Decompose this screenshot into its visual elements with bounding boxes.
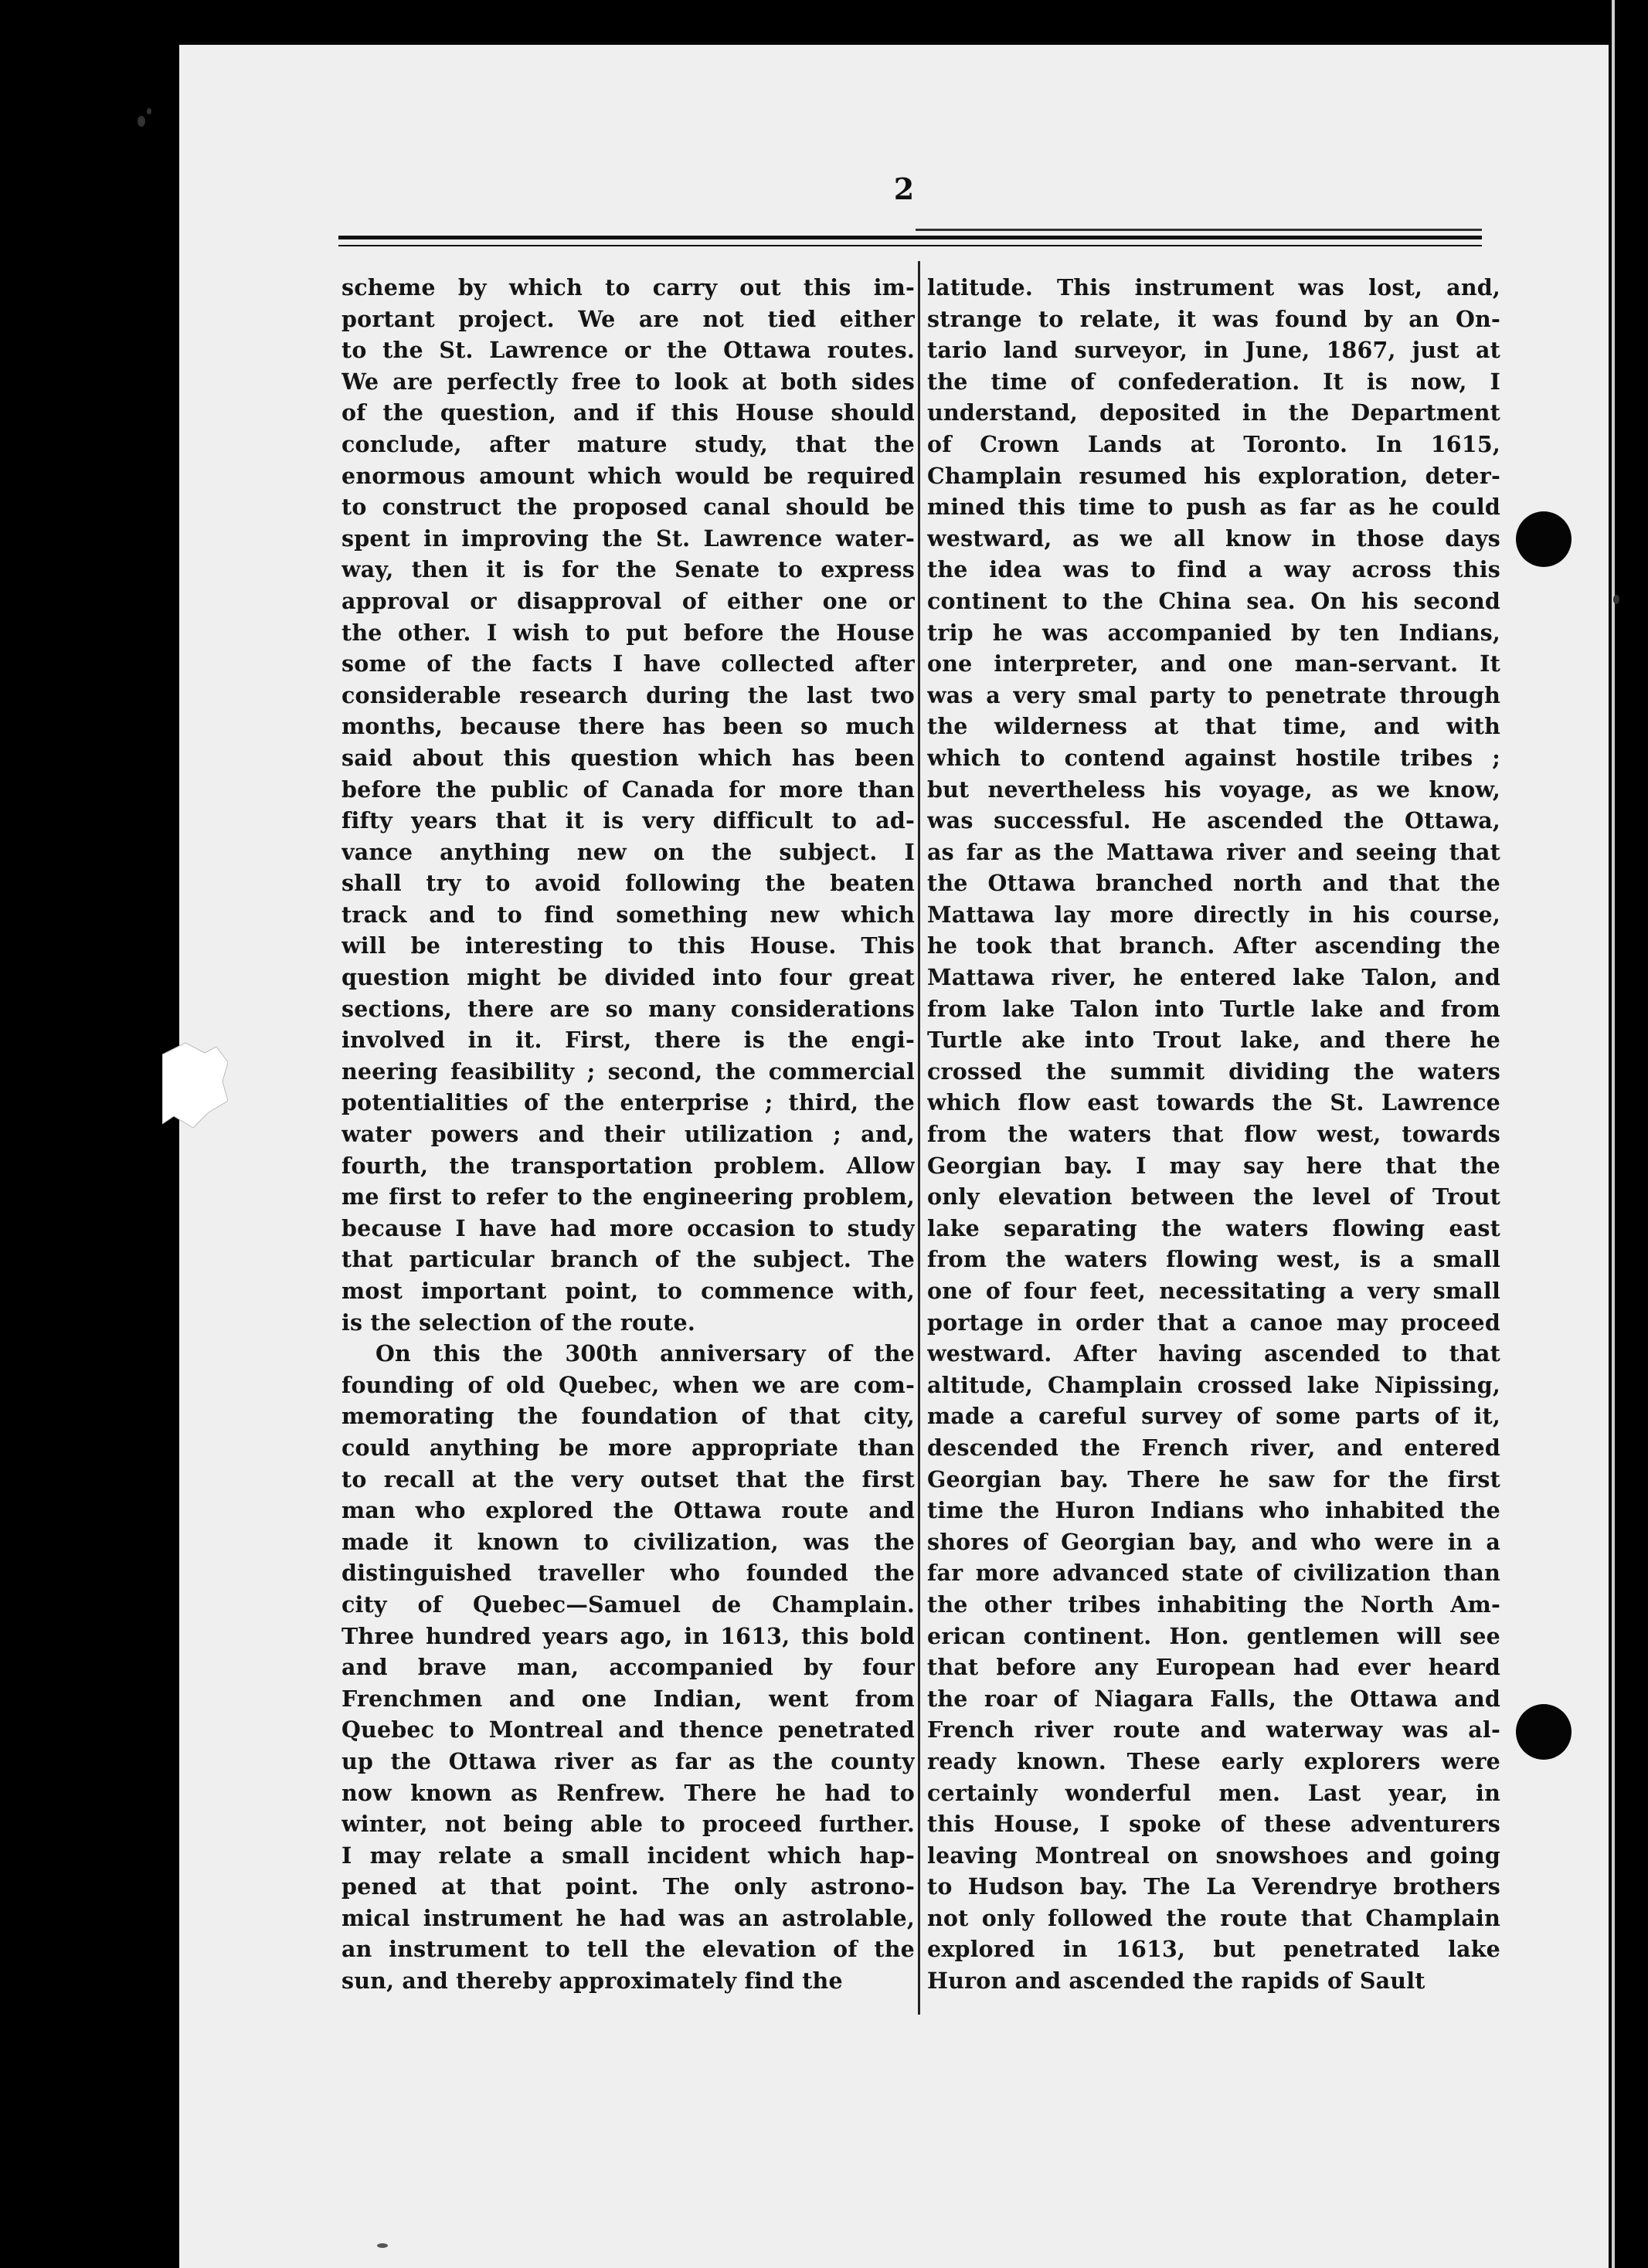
text-line: far more advanced state of civilization than [927, 1560, 1500, 1587]
text-line: shall try to avoid following the beaten [341, 870, 915, 897]
header-rule-upper [916, 229, 1482, 231]
text-line: Champlain resumed his exploration, deter- [927, 462, 1500, 489]
text-line: crossed the summit dividing the waters [927, 1058, 1500, 1085]
text-line: made a careful survey of some parts of it, [927, 1403, 1500, 1430]
text-line: tario land surveyor, in June, 1867, just at [927, 337, 1500, 364]
text-line: understand, deposited in the Department [927, 399, 1500, 426]
text-line: to construct the proposed canal should be [341, 494, 915, 521]
text-line: ready known. These early explorers were [927, 1747, 1500, 1774]
text-line: the wilderness at that time, and with [927, 713, 1500, 740]
text-line: only elevation between the level of Trout [927, 1183, 1500, 1210]
text-line: the time of confederation. It is now, I [927, 368, 1500, 395]
text-line: altitude, Champlain crossed lake Nipissing, [927, 1371, 1500, 1398]
text-line: erican continent. Hon. gentlemen will see [927, 1622, 1500, 1649]
text-line: me first to refer to the engineering problem, [341, 1183, 915, 1210]
text-line: descended the French river, and entered [927, 1434, 1500, 1461]
text-line: track and to find something new which [341, 901, 915, 928]
text-line: fifty years that it is very difficult to ad- [341, 807, 915, 834]
column-divider [918, 261, 920, 2015]
text-line: which flow east towards the St. Lawrence [927, 1089, 1500, 1116]
text-line: city of Quebec—Samuel de Champlain. [341, 1591, 915, 1618]
text-line: to Hudson bay. The La Verendrye brothers [927, 1873, 1500, 1900]
text-line: Georgian bay. There he saw for the first [927, 1465, 1500, 1492]
text-line: Quebec to Montreal and thence penetrated [341, 1716, 915, 1743]
text-line: pened at that point. The only astrono- [341, 1873, 915, 1900]
text-line: French river route and waterway was al- [927, 1716, 1500, 1743]
text-line: that particular branch of the subject. The [341, 1246, 915, 1273]
text-line: not only followed the route that Champlain [927, 1904, 1500, 1931]
right-text-column [927, 272, 1500, 1997]
text-line: is the selection of the route. [341, 1309, 695, 1336]
text-line: enormous amount which would be required [341, 462, 915, 489]
text-line: of Crown Lands at Toronto. In 1615, [927, 430, 1500, 457]
dust-speck [1613, 595, 1619, 604]
text-line: Frenchmen and one Indian, went from [341, 1685, 915, 1712]
text-line: the other. I wish to put before the House [341, 619, 915, 646]
punch-hole-bottom [1516, 1704, 1572, 1760]
text-line: Mattawa river, he entered lake Talon, and [927, 964, 1500, 991]
punch-hole-top [1516, 511, 1572, 567]
text-line: portage in order that a canoe may proceed [927, 1309, 1500, 1336]
text-line: distinguished traveller who founded the [341, 1560, 915, 1587]
dust-speck [377, 2243, 388, 2248]
text-line: conclude, after mature study, that the [341, 430, 915, 457]
text-line: water powers and their utilization ; and, [341, 1121, 915, 1148]
text-line: Huron and ascended the rapids of Sault [927, 1968, 1425, 1995]
text-line: some of the facts I have collected after [341, 650, 915, 677]
header-rule-thick [338, 236, 1482, 239]
text-line: Turtle ake into Trout lake, and there he [927, 1027, 1500, 1054]
text-line: the idea was to find a way across this [927, 556, 1500, 583]
text-line: westward. After having ascended to that [927, 1340, 1500, 1367]
text-line: time the Huron Indians who inhabited the [927, 1497, 1500, 1524]
page-number: 2 [893, 171, 915, 206]
text-line: one interpreter, and one man-servant. It [927, 650, 1500, 677]
text-line: scheme by which to carry out this im- [341, 274, 915, 300]
text-line: he took that branch. After ascending the [927, 932, 1500, 959]
text-line: that before any European had ever heard [927, 1654, 1500, 1681]
text-line: most important point, to commence with, [341, 1278, 915, 1304]
text-line: potentialities of the enterprise ; third, the [341, 1089, 915, 1116]
left-text-column [341, 272, 915, 1997]
text-line: vance anything new on the subject. I [341, 838, 915, 865]
text-line: explored in 1613, but penetrated lake [927, 1936, 1500, 1963]
header-rule-thin [338, 245, 1482, 246]
text-line: man who explored the Ottawa route and [341, 1497, 915, 1524]
text-line: said about this question which has been [341, 744, 915, 771]
dust-speck [147, 108, 151, 114]
text-line: the other tribes inhabiting the North Am- [927, 1591, 1500, 1618]
text-line: winter, not being able to proceed further. [341, 1811, 915, 1838]
text-line: way, then it is for the Senate to express [341, 556, 915, 583]
text-line: lake separating the waters flowing east [927, 1214, 1500, 1241]
text-line: shores of Georgian bay, and who were in a [927, 1528, 1500, 1555]
text-line: question might be divided into four great [341, 964, 915, 991]
text-line: continent to the China sea. On his second [927, 587, 1500, 614]
text-line: from lake Talon into Turtle lake and from [927, 995, 1500, 1022]
text-line: I may relate a small incident which hap- [341, 1842, 915, 1869]
text-line: months, because there has been so much [341, 713, 915, 740]
text-line: trip he was accompanied by ten Indians, [927, 619, 1500, 646]
text-line: was successful. He ascended the Ottawa, [927, 807, 1500, 834]
text-line: which to contend against hostile tribes ; [927, 744, 1500, 771]
text-line: an instrument to tell the elevation of the [341, 1936, 915, 1963]
text-line: from the waters that flow west, towards [927, 1121, 1500, 1148]
text-line: westward, as we all know in those days [927, 525, 1500, 552]
text-line: will be interesting to this House. This [341, 932, 915, 959]
text-line: up the Ottawa river as far as the county [341, 1747, 915, 1774]
text-line: founding of old Quebec, when we are com- [341, 1371, 915, 1398]
text-line: the roar of Niagara Falls, the Ottawa and [927, 1685, 1500, 1712]
text-line: mined this time to push as far as he could [927, 494, 1500, 521]
text-line: was a very smal party to penetrate through [927, 681, 1500, 708]
text-line: latitude. This instrument was lost, and, [927, 274, 1500, 300]
text-line: Three hundred years ago, in 1613, this bold [341, 1622, 915, 1649]
text-line: but nevertheless his voyage, as we know, [927, 776, 1500, 803]
text-line: as far as the Mattawa river and seeing that [927, 838, 1500, 865]
binding-edge [1612, 0, 1615, 2268]
text-line: strange to relate, it was found by an On- [927, 305, 1500, 332]
text-line: sections, there are so many considerations [341, 995, 915, 1022]
text-line: memorating the foundation of that city, [341, 1403, 915, 1430]
text-line: from the waters flowing west, is a small [927, 1246, 1500, 1273]
text-line: spent in improving the St. Lawrence water- [341, 525, 915, 552]
text-line: could anything be more appropriate than [341, 1434, 915, 1461]
text-line: Georgian bay. I may say here that the [927, 1152, 1500, 1179]
text-line: sun, and thereby approximately find the [341, 1968, 843, 1995]
text-line: now known as Renfrew. There he had to [341, 1779, 915, 1806]
text-line: fourth, the transportation problem. Allow [341, 1152, 915, 1179]
text-line: Mattawa lay more directly in his course, [927, 901, 1500, 928]
text-line: On this the 300th anniversary of the [375, 1340, 915, 1367]
text-line: approval or disapproval of either one or [341, 587, 915, 614]
text-line: leaving Montreal on snowshoes and going [927, 1842, 1500, 1869]
text-line: certainly wonderful men. Last year, in [927, 1779, 1500, 1806]
text-line: involved in it. First, there is the engi- [341, 1027, 915, 1054]
text-line: because I have had more occasion to study [341, 1214, 915, 1241]
text-line: of the question, and if this House should [341, 399, 915, 426]
text-line: the Ottawa branched north and that the [927, 870, 1500, 897]
text-line: made it known to civilization, was the [341, 1528, 915, 1555]
text-line: this House, I spoke of these adventurers [927, 1811, 1500, 1838]
text-line: to the St. Lawrence or the Ottawa routes. [341, 337, 915, 364]
text-line: mical instrument he had was an astrolable, [341, 1904, 915, 1931]
text-line: We are perfectly free to look at both sides [341, 368, 915, 395]
dust-speck [138, 116, 145, 127]
torn-margin-mark [162, 1039, 228, 1128]
text-line: before the public of Canada for more than [341, 776, 915, 803]
text-line: considerable research during the last two [341, 681, 915, 708]
text-line: portant project. We are not tied either [341, 305, 915, 332]
text-line: one of four feet, necessitating a very small [927, 1278, 1500, 1304]
text-line: to recall at the very outset that the first [341, 1465, 915, 1492]
text-line: neering feasibility ; second, the commercial [341, 1058, 915, 1085]
text-line: and brave man, accompanied by four [341, 1654, 915, 1681]
